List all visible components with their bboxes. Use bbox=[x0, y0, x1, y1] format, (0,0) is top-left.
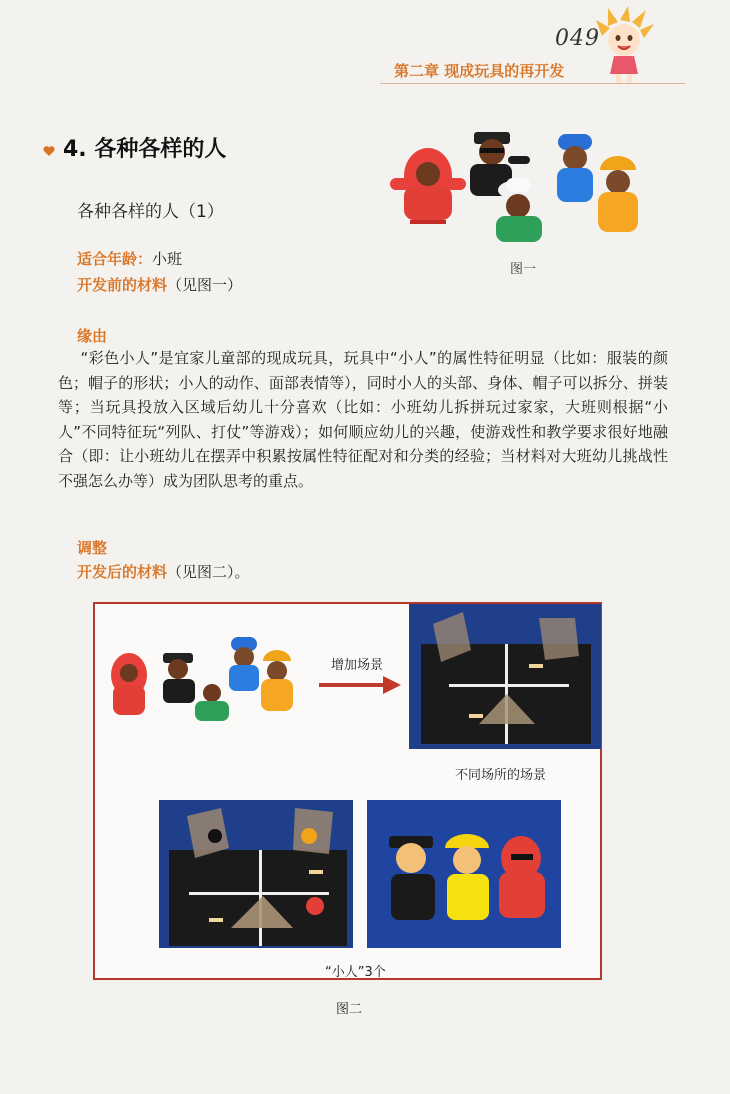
figure1-image bbox=[386, 126, 646, 254]
three-figures-photo bbox=[367, 800, 561, 948]
arrow-label: 增加场景 bbox=[331, 658, 384, 673]
age-line bbox=[77, 248, 182, 269]
orange-figure-icon bbox=[598, 156, 638, 232]
before-material-value: （见图一） bbox=[167, 276, 243, 294]
arrow-right-icon bbox=[319, 676, 401, 694]
scene-photo bbox=[409, 604, 601, 749]
reason-paragraph: “彩色小人”是宜家儿童部的现成玩具，玩具中“小人”的属性特征明显（比如：服装的颜色；帽子的形状；小人的动作、面部表情等），同时小人的头部、身体、帽子可以拆分、拼装等；当玩具投放入区域后幼儿十分喜欢（比如：小班幼儿拆拼玩过家家，大班则根据“小人”不同特征玩“列队、打仗”等游戏）；如何顺应幼儿的兴趣，使游戏性和教学要求很好地融合（即：让小班幼儿在摆弄中积累按属性特征配对和分类的经验；当材料对大班幼儿挑战性不强怎么办等）成为团队思考的重点。 bbox=[58, 349, 668, 490]
figure1-caption: 图一 bbox=[510, 262, 537, 277]
after-material-value: （见图二）。 bbox=[167, 563, 250, 581]
section-subtitle: 各种各样的人（1） bbox=[77, 202, 224, 222]
chapter-title: 第二章 现成玩具的再开发 bbox=[394, 62, 565, 80]
page-number: 049 bbox=[555, 26, 600, 51]
header-divider bbox=[380, 83, 685, 84]
age-value: 小班 bbox=[152, 250, 183, 268]
before-material-label: 开发前的材料 bbox=[77, 276, 168, 294]
age-label: 适合年龄： bbox=[77, 250, 153, 268]
section-title: 4. 各种各样的人 bbox=[63, 137, 227, 162]
red-figure-icon bbox=[390, 148, 466, 224]
after-material-label: 开发后的材料 bbox=[77, 563, 168, 581]
adjust-heading: 调整 bbox=[77, 539, 108, 557]
scene-caption: 不同场所的场景 bbox=[455, 768, 547, 783]
scene-with-figures-photo bbox=[159, 800, 353, 948]
mascot-icon bbox=[594, 6, 654, 86]
after-material-line bbox=[77, 561, 250, 582]
figure2-toys-image bbox=[103, 629, 293, 729]
figure2-caption: 图二 bbox=[336, 1002, 363, 1017]
blue-figure-icon bbox=[557, 134, 593, 202]
figure2-frame bbox=[93, 602, 602, 980]
green-figure-icon bbox=[496, 178, 542, 242]
people-caption: “小人”3个 bbox=[325, 965, 386, 980]
reason-heading: 缘由 bbox=[77, 327, 108, 345]
heart-icon bbox=[43, 145, 55, 157]
before-material-line bbox=[77, 274, 242, 295]
